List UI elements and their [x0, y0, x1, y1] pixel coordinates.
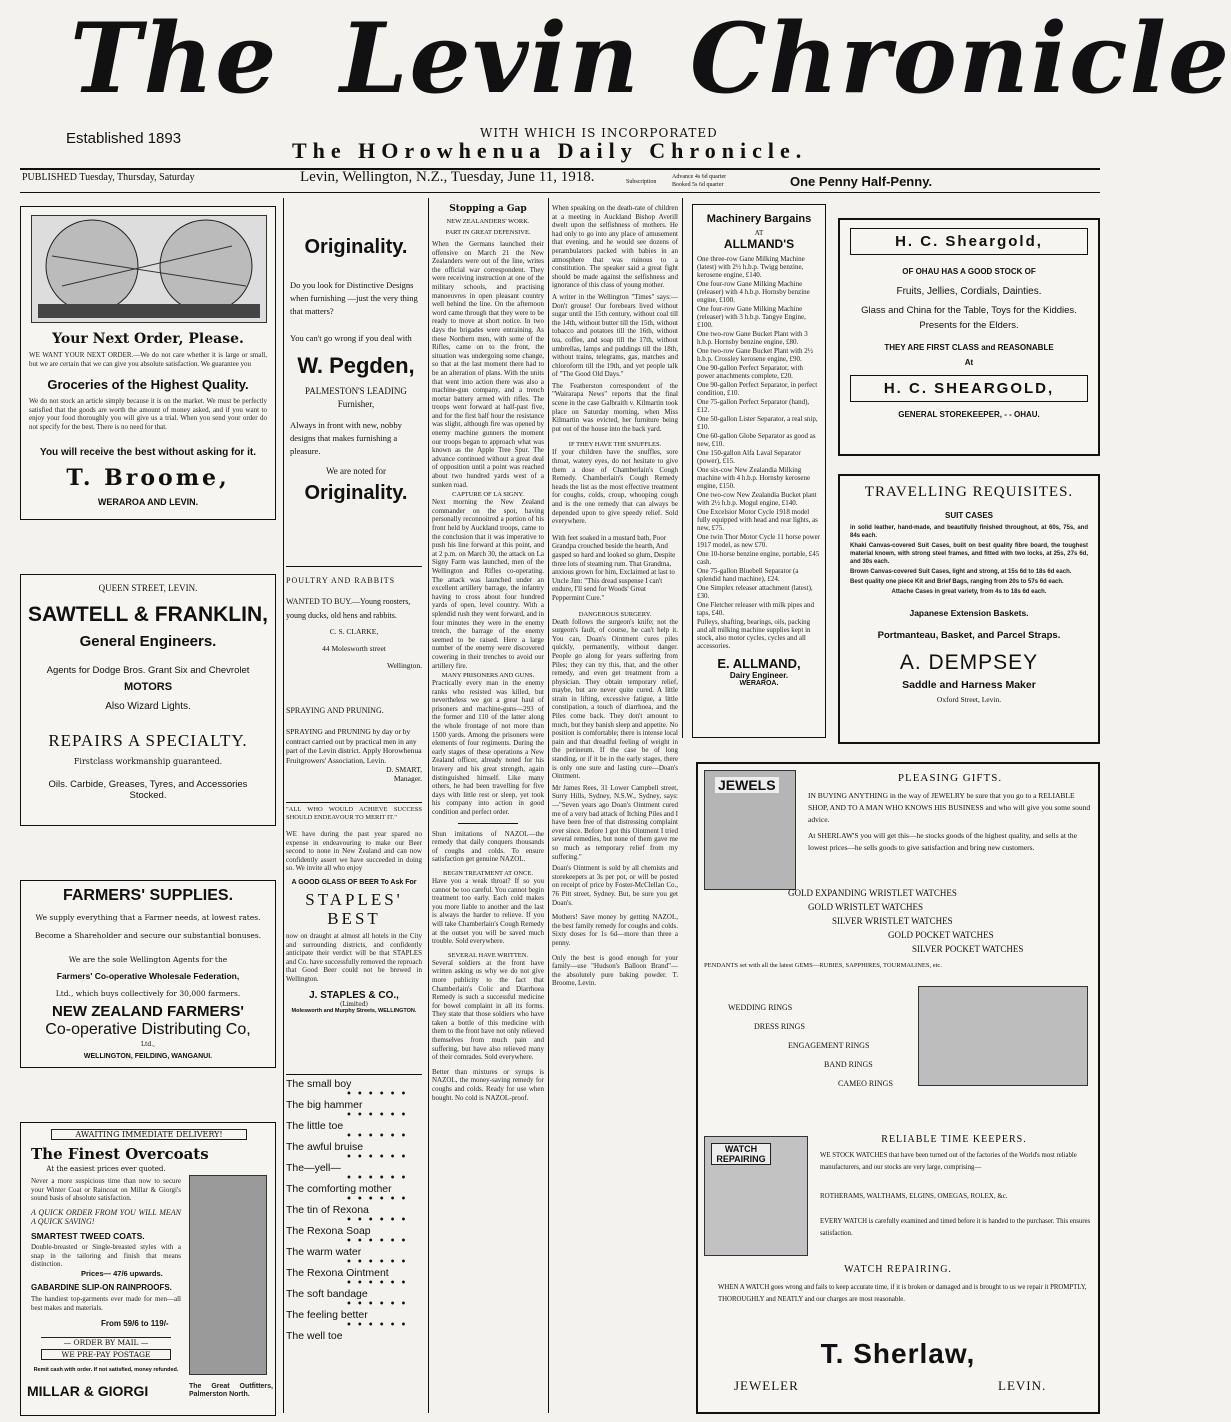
sheargold-quality: THEY ARE FIRST CLASS and REASONABLE [884, 343, 1054, 352]
misc-surgery-head: DANGEROUS SURGERY. [578, 610, 652, 618]
allmand-item: One 90-gallon Perfect Separator, in perfect condition, £10. [697, 381, 818, 397]
allmand-advertisement [692, 204, 826, 738]
millar-postage: WE PRE-PAY POSTAGE [41, 1349, 171, 1360]
war-rule [458, 823, 518, 824]
farmers-line3: We are the sole Wellington Agents for the [68, 955, 228, 964]
staples-glass: A GOOD GLASS OF BEER To Ask For [291, 878, 417, 886]
column-divider-2 [428, 198, 429, 1413]
rexona-dots: •••••• [346, 1278, 412, 1289]
pegden-q3: Always in front with new, nobby designs that makes furnishing a pleasure. [290, 420, 402, 456]
misc-mothers: Mothers! Save money by getting NAZOL, the best family remedy for coughs and colds. Sixty doses for 1s 6d—more than three a penny. [552, 913, 678, 947]
sherlaw-advertisement [696, 762, 1100, 1414]
spraying-heading: SPRAYING AND PRUNING. [286, 706, 384, 715]
rexona-line: The comforting mother [286, 1183, 392, 1195]
allmand-item: One two-cow New Zealandia Bucket plant with 2½ h.b.p. Mogul engine, £140. [697, 491, 817, 507]
millar-remit: Remit cash with order. If not satisfied, money refunded. [33, 1367, 179, 1373]
broome-headline: Your Next Order, Please. [52, 331, 244, 347]
published-days: PUBLISHED Tuesday, Thursday, Saturday [22, 172, 195, 183]
incorporated-line: WITH WHICH IS INCORPORATED [480, 126, 718, 140]
staples-name: J. STAPLES & CO., [309, 989, 399, 1001]
millar-quick: A QUICK ORDER FROM YOU WILL MEAN A QUICK SAVING! [31, 1208, 181, 1226]
rexona-dots: •••••• [346, 1131, 412, 1142]
allmand-item: One 75-gallon Bluebell Separator (a splendid hand machine), £24. [697, 567, 799, 583]
war-para2: Next morning the New Zealand commander on the spot, having personally reconnoitred a portion of his front held by Auckland troops, came to the conclusion that it was imperative to push his line forward at this point, and at 2 p.m. on March 30, the attack on La Signy Farm was launched, men of the Wellington and Rifles co-operating. The attack was launched under an excellent artillery barrage, the infantry having to cross about four hundred yards of open, level country. With a splendid rush they went forward, and in four minutes they were in the enemy trench, the barrage of the enemy seemed to be raised. Here a large number of the enemy were discovered cowering in their trenches to avoid our artillery fire. [432, 498, 544, 670]
war-sub2: PART IN GREAT DEFENSIVE. [445, 229, 531, 236]
staples-brand: STAPLES' BEST [305, 889, 403, 928]
war-better: Better than mixtures or syrups is NAZOL, the money-saving remedy for coughs and colds. Ready for use when bought. No cold is NAZOL-proof. [432, 1067, 544, 1102]
watch-line: GOLD EXPANDING WRISTLET WATCHES [788, 888, 957, 898]
sawtell-workmanship: Firstclass workmanship guaranteed. [73, 757, 223, 766]
sherlaw-repairing: WHEN A WATCH goes wrong and fails to keep accurate time, if it is broken or damaged and is brought to us we repair it PROMPTLY, THOROUGHLY and NEATLY and our charges are most reasonable. [718, 1284, 1087, 1303]
war-several: Several soldiers at the front have written asking us why we do not give more publicity to the fact that Chamberlain's Colic and Diarrhoea Remedy is such a successful medicine for bowel complaint in all its forms. They state that those soldiers who have taken a bottle of this medicine with them to the front have not only relieved themselves from much pain and suffering, but have also relieved many of their comrades. Sold everywhere. [432, 958, 544, 1062]
staples-address: Molesworth and Murphy Streets, WELLINGTON. [291, 1007, 417, 1014]
allmand-item: One 75-gallon Perfect Separator (hand), £12. [697, 398, 810, 414]
millar-tweed-price: Prices— 47/6 upwards. [81, 1269, 163, 1278]
sawtell-street: QUEEN STREET, LEVIN. [98, 583, 198, 593]
rexona-line: The feeling better [286, 1309, 368, 1321]
allmand-item: One 60-gallon Globe Separator as good as new, £10. [697, 432, 816, 448]
spraying-body: SPRAYING and PRUNING by day or by contract carried out by practical men in any part of the Levin district. Apply Horowhenua Fruitgrowers' Association, Levin. [286, 727, 422, 765]
farmers-line1: We supply everything that a Farmer needs, at lowest rates. [35, 913, 261, 922]
allmand-item: One Fletcher releaser with milk pipes and taps, £40. [697, 601, 815, 617]
allmand-town: WERAROA. [739, 680, 779, 687]
dempsey-advertisement [838, 474, 1100, 744]
war-heading: Stopping a Gap [449, 204, 527, 214]
misc-para1: When speaking on the death-rate of children at a meeting in Auckland Bishop Averill dwelt upon the selfishness of mothers. He had only to go into any place of amusement that evening, and he would see dozens of perambulators packed with babies in an atmosphere that was ruinous to a constitution. The speaker said a great fight should be made against the selfishness and ignorance of this class of young mother. [552, 204, 678, 290]
millar-giorgi-advertisement [20, 1122, 276, 1416]
dempsey-heading: TRAVELLING REQUISITES. [864, 484, 1074, 500]
sawtell-advertisement [20, 574, 276, 826]
jewels-figure-illustration [704, 770, 796, 890]
rexona-dots: •••••• [346, 1257, 412, 1268]
allmand-item: One two-row Gane Bucket Plant with 2½ h.b.p. Crossley kerosene engine, £90. [697, 347, 814, 363]
masthead [0, 0, 1231, 120]
sheargold-store: GENERAL STOREKEEPER, - - OHAU. [898, 410, 1040, 419]
watch-repairing-sign: WATCH REPAIRING [711, 1143, 771, 1165]
staples-body: WE have during the past year spared no expense in endeavouring to make our Beer second to none in New Zealand and can now confidently assert we have succeeded in doing so. We invite all who enjoy [286, 830, 422, 873]
masthead-subtitle: The HOrowhenua Daily Chronicle. [292, 138, 808, 163]
sawtell-agents: Agents for Dodge Bros. Grant Six and Chevrolet [46, 665, 250, 676]
rexona-line: The well toe [286, 1330, 343, 1342]
war-sub1: NEW ZEALANDERS' WORK. [446, 218, 530, 225]
broome-name: T. Broome, [66, 465, 230, 491]
staples-draught: now on draught at almost all hotels in the City and surrounding districts, and confidently anticipate their verdict will be that STAPLES and Co. have successfully removed the reproach that Good Beer could not be brewed in Wellington. [286, 931, 422, 983]
sherlaw-jeweler: JEWELER [734, 1378, 799, 1393]
rexona-dots: •••••• [346, 1320, 412, 1331]
rexona-dots: •••••• [346, 1110, 412, 1121]
rexona-line: The Rexona Ointment [286, 1267, 389, 1279]
millar-sub: At the easiest prices ever quoted. [46, 1165, 166, 1173]
allmand-item: One 50-gallon Lister Separator, a real snip, £10. [697, 415, 818, 431]
poultry-town: Wellington. [386, 661, 422, 670]
farmers-line4: Ltd., which buys collectively for 30,000 farmers. [55, 989, 241, 998]
pegden-title: Originality. [304, 236, 408, 258]
dempsey-l2: Khaki Canvas-covered Suit Cases, built on best quality fibre board, the toughest material known, with strong steel frames, and fitted with two locks, at 25s, 27s 6d, and 30s each. [850, 543, 1088, 565]
poultry-heading: POULTRY AND RABBITS [286, 576, 396, 585]
misc-snuffles-head: IF THEY HAVE THE SNUFFLES. [568, 441, 662, 449]
allmand-item: One Excelsior Motor Cycle 1918 model fully equipped with head and rear lights, as new, £75. [697, 508, 818, 532]
sheargold-goods1: Fruits, Jellies, Cordials, Dainties. [896, 286, 1042, 297]
dempsey-portmanteau: Portmanteau, Basket, and Parcel Straps. [877, 630, 1061, 641]
millar-mail: — ORDER BY MAIL — [41, 1337, 171, 1347]
allmand-item: One four-row Gane Milking Machine (releaser) with 3 h.b.p. Tangye Engine, £100. [697, 305, 806, 329]
pegden-name: W. Pegden, [297, 353, 415, 378]
poultry-notice [286, 576, 422, 696]
misc-para2: A writer in the Wellington "Times" says:—Don't grouse! Our forebears lived without sugar until the 15th century, without coal till the 14th, without butter till the 15th, without tobacco and potatoes till the 16th, without tea, coffee, and soap till the 17th, without umbrellas, lamps and puddings till the 18th, without trains, telegrams, gas, matches and chloroform till the 19th, and yet people talk of "The Good Old Days." [552, 292, 678, 379]
dempsey-l3: Brown Canvas-covered Suit Cases, light and strong, at 15s 6d to 18s 6d each. [850, 569, 1072, 575]
dempsey-street: Oxford Street, Levin. [936, 695, 1002, 704]
spraying-title: Manager. [393, 774, 422, 783]
ring-line: DRESS RINGS [754, 1022, 805, 1031]
farmers-line2: Become a Shareholder and secure our substantial bonuses. [34, 931, 262, 940]
broome-place: WERAROA AND LEVIN. [97, 497, 199, 507]
war-para1: When the Germans launched their offensive on March 21 the New Zealanders were out of the line, writes the official war correspondent. They were receiving instruction at one of the military schools, and practising manoeuvres in open pleasant country well behind the line. On the afternoon word came through that they were to be ready to move at short notice. In two days the brigades were entraining. As these Northern men, with some of the Rifles, came on to the front, the situation was undergoing some change, so that at the last moment there had to be an alteration of plans. With the units that went into action there was also a machine-gun company, and a trench mortar battery armed with rifles. The troops went forward at half-past five, and for the first half hour the resistance was slight, although fire was opened by enemy machine gunners the moment our troops began to approach what was known as the Apple Tree Spur. The advance continued without a great deal of opposition until a point was reached about two hundred yards west of a sunken road. [432, 240, 544, 489]
war-treat: Have you a weak throat? If so you cannot be too careful. You cannot begin treatment too early. Each cold makes you more liable to another and the last is always the harder to relieve. If you will take Chamberlain's Cough Remedy at the outset you will be saved much trouble. Sold everywhere. [432, 876, 544, 946]
dempsey-name: A. DEMPSEY [899, 651, 1039, 674]
sherlaw-intro2: At SHERLAW'S you will get this—he stocks goods of the highest quality, and sells at the lowest prices—he sells goods to give satisfaction and bring new customers. [808, 831, 1077, 852]
watch-line: SILVER WRISTLET WATCHES [832, 916, 953, 926]
column-divider-3 [548, 198, 549, 1413]
millar-gab-price: From 59/6 to 119/- [101, 1319, 169, 1328]
dempsey-trade: Saddle and Harness Maker [902, 679, 1036, 691]
war-several-head: SEVERAL HAVE WRITTEN. [447, 951, 529, 959]
established-line: Established 1893 [66, 130, 182, 147]
broome-tagline: You will receive the best without asking for it. [40, 447, 256, 458]
ring-line: CAMEO RINGS [838, 1079, 893, 1088]
dempsey-l4: Best quality one piece Kit and Brief Bags, ranging from 20s to 57s 6d each. [850, 579, 1064, 585]
place-date: Levin, Wellington, N.Z., Tuesday, June 11, 1918. [300, 169, 595, 185]
rexona-dots: •••••• [346, 1089, 412, 1100]
sherlaw-repairing-head: WATCH REPAIRING. [844, 1264, 952, 1275]
allmand-engineer: Dairy Engineer. [729, 671, 789, 680]
misc-baking: Only the best is good enough for your family—use "Hudson's Balloon Brand"—the absolutely pure baking powder. T. Broome, Levin. [552, 953, 678, 988]
spraying-name: D. SMART, [386, 765, 422, 774]
war-nazol: Shun imitations of NAZOL—the remedy that daily conquers thousands of coughs and colds. To ensure satisfaction get genuine NAZOL. [432, 829, 544, 864]
farmers-ltd: Ltd., [140, 1041, 156, 1048]
sherlaw-name: T. Sherlaw, [820, 1338, 976, 1369]
subscription-booked: Booked 5s 6d quarter [672, 182, 724, 188]
millar-banner: AWAITING IMMEDIATE DELIVERY! [51, 1129, 247, 1140]
staples-limited: (Limited) [340, 1000, 368, 1008]
staples-advertisement [286, 806, 422, 1068]
masthead-word-levin: Levin [340, 2, 641, 115]
broome-lead: WE WANT YOUR NEXT ORDER.—We do not care whether it is large or small, but we are certain that we can give you absolute satisfaction. We guarantee you [29, 351, 267, 368]
sherlaw-brands: ROTHERAMS, WALTHAMS, ELGINS, OMEGAS, ROLEX, &c. [820, 1192, 1008, 1200]
sawtell-trade: General Engineers. [79, 633, 217, 650]
ring-line: ENGAGEMENT RINGS [788, 1041, 870, 1050]
allmand-item: Pulleys, shafting, bearings, oils, packing and all milking machine supplies kept in stock, also motor cycles, cycles and all accessories. [697, 618, 811, 650]
misc-doans: Doan's Ointment is sold by all chemists and storekeepers at 3s per pot, or will be posted on receipt of price by Foster-McClellan Co., 76 Pitt street, Sydney. But, be sure you get Doan's. [552, 864, 678, 907]
masthead-word-the: The [70, 2, 279, 115]
sheargold-advertisement [838, 218, 1100, 456]
sheargold-goods2: Glass and China for the Table, Toys for the Kiddies. Presents for the Elders. [861, 305, 1077, 331]
broome-groceries: Groceries of the Highest Quality. [47, 377, 249, 392]
rexona-dots: •••••• [346, 1173, 412, 1184]
dempsey-l1: in solid leather, hand-made, and beautifully finished throughout, at 60s, 75s, and 84s each. [850, 525, 1088, 539]
millar-gabardine: GABARDINE SLIP-ON RAINPROOFS. [31, 1283, 172, 1292]
millar-headline: The Finest Overcoats [31, 1145, 209, 1163]
allmand-heading: Machinery Bargains [706, 213, 812, 225]
rexona-line: The soft bandage [286, 1288, 368, 1300]
rexona-dots: •••••• [346, 1236, 412, 1247]
allmand-item: One three-row Gane Milking Machine (latest) with 2½ h.b.p. Twigg benzine, kerosene engine, £140. [697, 255, 805, 279]
misc-para3: The Featherston correspondent of the "Wairarapa News" reports that the final scene in the case Galbraith v. Kilmartin took place on Saturday morning, when Miss Kilmartin was evicted, her furniture being put out of the house into the back yard. [552, 381, 678, 433]
dempsey-sub: SUIT CASES [944, 511, 993, 520]
misc-surgery: Death follows the surgeon's knife; not the surgeon's fault, of course, he can't help it. You can, Doan's Ointment cures piles quickly, permanently, without danger. People go along for years suffering from Piles; they can try this, that, and the other remedy, and even get treatment from a physician. They obtain temporary relief, maybe, but are never quite cured. A little strain in lifting, excessive fatigue, a little constipation, a touch of diarrhoea, and the Piles come back. They don't amount to much, but they banish sleep and appetite. No position is comfortable; there is intense local pain and that dreadful feeling of weight in the perineum. If the case be of long standing, or if it be in the early stages, there is only one sure and lasting cure—Doan's Ointment. [552, 617, 678, 781]
column-divider-4 [682, 198, 683, 738]
rexona-list [286, 1078, 422, 1398]
sawtell-name: SAWTELL & FRANKLIN, [28, 603, 268, 626]
dateline-rule [20, 192, 1100, 193]
rexona-dots: •••••• [346, 1194, 412, 1205]
broome-advertisement [20, 206, 276, 520]
poultry-name: C. S. CLARKE, [329, 627, 379, 636]
war-sub4: MANY PRISONERS AND GUNS. [441, 672, 535, 680]
misc-snuffles: If your children have the snuffles, sore throat, watery eyes, do not hesitate to give them a dose of Chamberlain's Cough Remedy. Chamberlain's Cough Remedy heads the list as the most effective treatment for coughs, colds, croup, whooping cough and is the one remedy that can always be depended upon to give speedy relief. Sold everywhere. [552, 448, 678, 526]
dempsey-l5: Attache Cases in great variety, from 4s to 18s 6d each. [891, 589, 1047, 595]
world-map-illustration [31, 215, 267, 323]
spraying-notice [286, 706, 422, 792]
allmand-item: One four-row Gane Milking Machine (releaser) with 4 h.b.p. Hornsby benzine engine, £100. [697, 280, 810, 304]
millar-gab-body: The handiest top-garments ever made for men—all best makes and materials. [31, 1295, 181, 1312]
divider-staples [286, 802, 422, 803]
pegden-noted: We are noted for [326, 466, 386, 476]
watch-line: GOLD WRISTLET WATCHES [808, 902, 924, 912]
allmand-item: One two-row Gane Bucket Plant with 3 h.b.p. Hornsby benzine engine, £80. [697, 330, 808, 346]
farmers-federation: Farmers' Co-operative Wholesale Federation, [56, 971, 240, 981]
rexona-line: The tin of Rexona [286, 1204, 369, 1216]
millar-body: Never a more suspicious time than now to secure your Winter Coat or Raincoat on Millar & Giorgi's sound basis of absolute satisfaction. [31, 1177, 181, 1203]
war-news-column [432, 204, 544, 1414]
rexona-line: The warm water [286, 1246, 362, 1258]
sawtell-oils: Oils. Carbide, Greases, Tyres, and Accessories Stocked. [48, 779, 248, 801]
sawtell-repairs: REPAIRS A SPECIALTY. [48, 731, 248, 750]
misc-testimony: Mr James Rees, 31 Lower Campbell street, Surry Hills, Sydney, N.S.W., Sydney, says:—"Seven years ago Doan's Ointment cured me of a very bad attack of Itching Piles and I have been free of that distressing complaint ever since. Before I got this Ointment I tried several remedies, but none of them gave me so much as temporary relief from my suffering." [552, 783, 678, 861]
sherlaw-intro: IN BUYING ANYTHING in the way of JEWELRY be sure that you go to a RELIABLE SHOP, AND TO A MAN WHO KNOWS HIS BUSINESS and who will give you some sound advice. [808, 791, 1091, 824]
rexona-line: The little toe [286, 1120, 344, 1132]
allmand-item: One 10-horse benzine engine, portable, £45 cash. [697, 550, 820, 566]
sherlaw-examined: EVERY WATCH is carefully examined and timed before it is handed to the purchaser. This ensures satisfaction. [820, 1218, 1091, 1237]
pegden-q1: Do you look for Distinctive Designs when furnishing —just the very thing that matters? [290, 280, 418, 316]
broome-body: We do not stock an article simply because it is on the market. We must be perfectly satisfied that the goods are worth the amount of money asked, and if you want to enjoy your food thoroughly you will give us a trial. When you send your order do not specify for the best. There is no need for that. [29, 397, 267, 431]
allmand-at: AT [754, 229, 764, 237]
allmand-item: One Simplex releaser attachment (latest), £30. [697, 584, 813, 600]
sherlaw-keepers-body: WE STOCK WATCHES that have been turned out of the factories of the World's most reliable manufacturers, and our stocks are very large, comprising— [820, 1152, 1077, 1171]
allmand-item: One twin Thor Motor Cycle 11 horse power 1917 model, as new £70. [697, 533, 821, 549]
farmers-company: Co-operative Distributing Co, [45, 1021, 251, 1038]
rexona-line: The small boy [286, 1078, 352, 1090]
pegden-title-bottom: Originality. [304, 482, 408, 504]
price-line: One Penny Half-Penny. [790, 174, 933, 189]
sherlaw-heading: PLEASING GIFTS. [897, 772, 1003, 784]
war-treat-head: BEGIN TREATMENT AT ONCE. [443, 869, 533, 877]
overcoat-figure-illustration [189, 1175, 267, 1375]
sherlaw-pendants: PENDANTS set with all the latest GEMS—RUBIES, SAPPHIRES, TOURMALINES, etc. [704, 962, 942, 969]
watch-line: GOLD POCKET WATCHES [888, 930, 994, 940]
globe-icon [32, 216, 266, 322]
millar-tweed: SMARTEST TWEED COATS. [31, 1231, 145, 1241]
sherlaw-town: LEVIN. [998, 1378, 1047, 1393]
sheargold-ohau: OF OHAU HAS A GOOD STOCK OF [902, 267, 1036, 276]
sheargold-name2: H. C. SHEARGOLD, [850, 375, 1088, 402]
farmers-advertisement [20, 880, 276, 1068]
allmand-item: One 90-gallon Perfect Separator, with power attachments complete, £20. [697, 364, 804, 380]
war-sub3: CAPTURE OF LA SIGNY. [452, 491, 524, 499]
pegden-trade: PALMESTON'S LEADING Furnisher, [305, 386, 407, 409]
millar-outfitters: The Great Outfitters, Palmerston North. [189, 1383, 273, 1398]
pegden-advertisement [286, 206, 426, 546]
sheargold-name: H. C. Sheargold, [850, 228, 1088, 255]
wedding-illustration [918, 986, 1088, 1086]
divider-poultry [286, 566, 422, 567]
pegden-q2: You can't go wrong if you deal with [290, 333, 412, 343]
rexona-line: The big hammer [286, 1099, 363, 1111]
allmand-firm: E. ALLMAND, [717, 656, 801, 671]
allmand-item: One six-cow New Zealandia Milking machine with 4 h.b.p. Hornsby kerosene engine, £150. [697, 466, 811, 490]
divider-rexona [286, 1074, 422, 1075]
subscription-advance: Advance 4s 6d quarter [672, 174, 727, 180]
sheargold-at: At [964, 358, 974, 367]
subscription-label: Subscription [626, 179, 657, 185]
rexona-line: The—yell— [286, 1162, 341, 1174]
column-divider-1 [283, 198, 284, 1413]
ring-line: WEDDING RINGS [728, 1003, 793, 1012]
farmers-headline: FARMERS' SUPPLIES. [62, 887, 234, 904]
poultry-body: WANTED TO BUY.—Young roosters, young ducks, old hens and rabbits. [286, 597, 411, 620]
staples-quote: "ALL WHO WOULD ACHIEVE SUCCESS SHOULD ENDEAVOUR TO MERIT IT." [286, 806, 422, 821]
watch-line: SILVER POCKET WATCHES [912, 944, 1024, 954]
jewels-sign: JEWELS [715, 777, 779, 793]
farmers-towns: WELLINGTON, FEILDING, WANGANUI. [83, 1053, 213, 1060]
farmers-nz: NEW ZEALAND FARMERS' [52, 1003, 244, 1020]
rexona-line: The awful bruise [286, 1141, 364, 1153]
watch-repair-illustration [704, 1136, 808, 1256]
poultry-address: 44 Molesworth street [322, 644, 386, 653]
misc-poem: With feet soaked in a mustard bath, Poor Grandpa crouched beside the hearth, And gasped so hard and looked so glum, Despite three lots of steaming rum. That Grandma, anxious grown for him, Exclaimed at last to Uncle Jim: "This dread suspense I can't endure, I'll send for Woods' Great Peppermint Cure." [552, 533, 676, 602]
millar-tweed-body: Double-breasted or Single-breasted styles with a snap in the tailoring and finish that means distinction. [31, 1243, 181, 1269]
allmand-item: One 150-gallon Alfa Laval Separator (power), £15. [697, 449, 801, 465]
sherlaw-keepers: RELIABLE TIME KEEPERS. [881, 1134, 1027, 1145]
rexona-dots: •••••• [346, 1215, 412, 1226]
rexona-dots: •••••• [346, 1152, 412, 1163]
rexona-dots: •••••• [346, 1299, 412, 1310]
ring-line: BAND RINGS [824, 1060, 873, 1069]
masthead-word-chronicle: Chronicle [690, 2, 1231, 115]
sawtell-motors: MOTORS [123, 681, 173, 693]
miscellany-column [552, 204, 678, 1414]
war-para3: Practically every man in the enemy ranks who resisted was killed, but nevertheless we got a great haul of prisoners and machine-guns—293 of the former and 110 of the latter along the whole frontage of not more than 1500 yards. Among the prisoners were elements of four regiments. During the early stages of these operations a New Zealand officer, already noted for his bravery and his great strength, again distinguished himself. Like many others, he had been travelling for five days with little rest or sleep, yet took his company into action in good condition and perfect order. [432, 679, 544, 816]
rexona-line: The Rexona Soap [286, 1225, 371, 1237]
millar-name: MILLAR & GIORGI [27, 1383, 149, 1399]
sawtell-also: Also Wizard Lights. [105, 701, 191, 712]
allmand-name: ALLMAND'S [723, 237, 795, 251]
dempsey-japanese: Japanese Extension Baskets. [909, 608, 1029, 618]
